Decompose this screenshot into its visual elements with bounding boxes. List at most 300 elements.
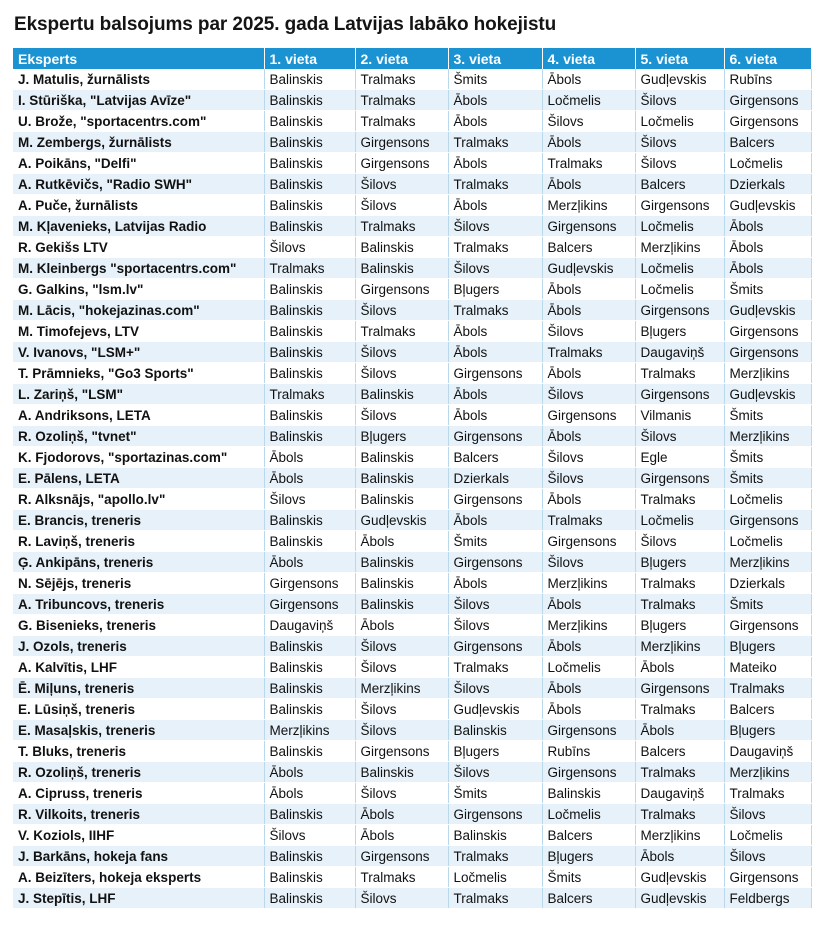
place-4-cell: Ločmelis [542, 804, 635, 825]
place-3-cell: Dzierkals [448, 468, 542, 489]
table-row [13, 342, 811, 363]
place-2-cell: Balinskis [355, 489, 448, 510]
place-2-cell: Balinskis [355, 384, 448, 405]
place-4-cell: Ābols [542, 363, 635, 384]
place-1-cell: Balinskis [264, 657, 355, 678]
place-1-cell: Balinskis [264, 279, 355, 300]
expert-name-cell: J. Matulis, žurnālists [13, 69, 264, 90]
place-2-cell: Šilovs [355, 363, 448, 384]
table-row [13, 216, 811, 237]
table-row [13, 237, 811, 258]
place-4-cell: Šilovs [542, 384, 635, 405]
place-1-cell: Balinskis [264, 405, 355, 426]
place-6-cell: Balcers [724, 132, 811, 153]
column-header-place-5: 5. vieta [635, 48, 724, 69]
place-3-cell: Tralmaks [448, 237, 542, 258]
expert-name-cell: M. Timofejevs, LTV [13, 321, 264, 342]
place-2-cell: Girgensons [355, 279, 448, 300]
place-4-cell: Ābols [542, 636, 635, 657]
place-5-cell: Girgensons [635, 468, 724, 489]
place-2-cell: Ābols [355, 531, 448, 552]
place-4-cell: Šilovs [542, 468, 635, 489]
place-3-cell: Šmits [448, 69, 542, 90]
place-1-cell: Ābols [264, 468, 355, 489]
expert-name-cell: R. Gekišs LTV [13, 237, 264, 258]
place-6-cell: Tralmaks [724, 678, 811, 699]
place-6-cell: Girgensons [724, 615, 811, 636]
place-3-cell: Ločmelis [448, 867, 542, 888]
place-6-cell: Ločmelis [724, 489, 811, 510]
place-6-cell: Gudļevskis [724, 195, 811, 216]
place-4-cell: Tralmaks [542, 342, 635, 363]
place-5-cell: Bļugers [635, 552, 724, 573]
place-5-cell: Bļugers [635, 615, 724, 636]
table-row [13, 573, 811, 594]
place-2-cell: Girgensons [355, 153, 448, 174]
place-2-cell: Balinskis [355, 573, 448, 594]
expert-name-cell: A. Rutkēvičs, "Radio SWH" [13, 174, 264, 195]
place-3-cell: Tralmaks [448, 174, 542, 195]
place-5-cell: Ābols [635, 846, 724, 867]
place-2-cell: Šilovs [355, 174, 448, 195]
table-row [13, 384, 811, 405]
place-3-cell: Šmits [448, 531, 542, 552]
expert-name-cell: N. Sējējs, treneris [13, 573, 264, 594]
expert-name-cell: A. Beizīters, hokeja eksperts [13, 867, 264, 888]
place-2-cell: Balinskis [355, 552, 448, 573]
table-row [13, 741, 811, 762]
place-3-cell: Šilovs [448, 762, 542, 783]
expert-name-cell: J. Barkāns, hokeja fans [13, 846, 264, 867]
place-2-cell: Tralmaks [355, 90, 448, 111]
place-5-cell: Balcers [635, 174, 724, 195]
expert-name-cell: A. Poikāns, "Delfi" [13, 153, 264, 174]
place-6-cell: Dzierkals [724, 573, 811, 594]
page-title: Ekspertu balsojums par 2025. gada Latvijas labāko hokejistu [14, 14, 557, 35]
place-5-cell: Ločmelis [635, 111, 724, 132]
place-1-cell: Balinskis [264, 846, 355, 867]
place-5-cell: Ločmelis [635, 258, 724, 279]
place-4-cell: Merzļikins [542, 615, 635, 636]
place-6-cell: Gudļevskis [724, 384, 811, 405]
place-5-cell: Merzļikins [635, 237, 724, 258]
table-row [13, 69, 811, 90]
place-5-cell: Girgensons [635, 195, 724, 216]
place-6-cell: Girgensons [724, 321, 811, 342]
place-4-cell: Šilovs [542, 321, 635, 342]
place-6-cell: Šmits [724, 279, 811, 300]
table-row [13, 657, 811, 678]
column-header-place-4: 4. vieta [542, 48, 635, 69]
place-1-cell: Merzļikins [264, 720, 355, 741]
place-2-cell: Šilovs [355, 783, 448, 804]
place-4-cell: Ābols [542, 174, 635, 195]
place-1-cell: Balinskis [264, 132, 355, 153]
column-header-expert: Eksperts [13, 48, 264, 69]
expert-name-cell: M. Kleinbergs "sportacentrs.com" [13, 258, 264, 279]
place-1-cell: Balinskis [264, 531, 355, 552]
place-2-cell: Tralmaks [355, 216, 448, 237]
place-6-cell: Mateiko [724, 657, 811, 678]
place-6-cell: Girgensons [724, 342, 811, 363]
table-row [13, 699, 811, 720]
place-2-cell: Šilovs [355, 720, 448, 741]
place-1-cell: Balinskis [264, 216, 355, 237]
table-row [13, 510, 811, 531]
place-5-cell: Ločmelis [635, 216, 724, 237]
place-4-cell: Rubīns [542, 741, 635, 762]
place-2-cell: Balinskis [355, 258, 448, 279]
place-1-cell: Balinskis [264, 153, 355, 174]
table-row [13, 111, 811, 132]
place-5-cell: Tralmaks [635, 594, 724, 615]
place-6-cell: Ābols [724, 237, 811, 258]
place-4-cell: Balcers [542, 888, 635, 909]
table-row [13, 132, 811, 153]
table-row [13, 279, 811, 300]
place-2-cell: Balinskis [355, 447, 448, 468]
table-row [13, 825, 811, 846]
place-1-cell: Tralmaks [264, 384, 355, 405]
place-6-cell: Daugaviņš [724, 741, 811, 762]
place-5-cell: Tralmaks [635, 762, 724, 783]
table-header [13, 48, 811, 69]
place-3-cell: Šilovs [448, 615, 542, 636]
place-6-cell: Ločmelis [724, 825, 811, 846]
place-2-cell: Šilovs [355, 405, 448, 426]
place-2-cell: Balinskis [355, 468, 448, 489]
place-6-cell: Ābols [724, 258, 811, 279]
place-4-cell: Girgensons [542, 531, 635, 552]
place-4-cell: Ābols [542, 426, 635, 447]
place-5-cell: Vilmanis [635, 405, 724, 426]
expert-name-cell: V. Ivanovs, "LSM+" [13, 342, 264, 363]
place-2-cell: Tralmaks [355, 321, 448, 342]
place-5-cell: Šilovs [635, 531, 724, 552]
place-1-cell: Balinskis [264, 90, 355, 111]
place-4-cell: Ābols [542, 132, 635, 153]
place-4-cell: Merzļikins [542, 195, 635, 216]
place-4-cell: Ābols [542, 300, 635, 321]
place-5-cell: Šilovs [635, 132, 724, 153]
expert-name-cell: A. Puče, žurnālists [13, 195, 264, 216]
table-row [13, 594, 811, 615]
place-1-cell: Balinskis [264, 195, 355, 216]
expert-name-cell: A. Tribuncovs, treneris [13, 594, 264, 615]
place-5-cell: Gudļevskis [635, 867, 724, 888]
expert-name-cell: R. Ozoliņš, "tvnet" [13, 426, 264, 447]
table-row [13, 363, 811, 384]
place-5-cell: Gudļevskis [635, 888, 724, 909]
place-5-cell: Girgensons [635, 384, 724, 405]
place-6-cell: Girgensons [724, 90, 811, 111]
expert-name-cell: R. Laviņš, treneris [13, 531, 264, 552]
place-4-cell: Bļugers [542, 846, 635, 867]
place-5-cell: Gudļevskis [635, 69, 724, 90]
table-row [13, 321, 811, 342]
place-1-cell: Balinskis [264, 300, 355, 321]
place-6-cell: Ābols [724, 216, 811, 237]
column-header-place-6: 6. vieta [724, 48, 811, 69]
place-4-cell: Ābols [542, 489, 635, 510]
place-4-cell: Balcers [542, 237, 635, 258]
table-row [13, 258, 811, 279]
table-row [13, 867, 811, 888]
place-3-cell: Balinskis [448, 825, 542, 846]
place-4-cell: Ābols [542, 279, 635, 300]
place-4-cell: Balinskis [542, 783, 635, 804]
expert-name-cell: J. Stepītis, LHF [13, 888, 264, 909]
expert-name-cell: Ē. Miļuns, treneris [13, 678, 264, 699]
place-3-cell: Ābols [448, 195, 542, 216]
place-4-cell: Tralmaks [542, 153, 635, 174]
place-6-cell: Šilovs [724, 804, 811, 825]
place-1-cell: Girgensons [264, 594, 355, 615]
place-6-cell: Girgensons [724, 867, 811, 888]
table-row [13, 90, 811, 111]
table-row [13, 552, 811, 573]
place-1-cell: Balinskis [264, 111, 355, 132]
place-1-cell: Balinskis [264, 426, 355, 447]
table-row [13, 804, 811, 825]
place-1-cell: Tralmaks [264, 258, 355, 279]
place-5-cell: Balcers [635, 741, 724, 762]
place-3-cell: Girgensons [448, 426, 542, 447]
place-6-cell: Ločmelis [724, 531, 811, 552]
place-1-cell: Balinskis [264, 804, 355, 825]
place-4-cell: Balcers [542, 825, 635, 846]
table-row [13, 720, 811, 741]
table-row [13, 615, 811, 636]
place-6-cell: Girgensons [724, 111, 811, 132]
place-3-cell: Girgensons [448, 363, 542, 384]
expert-name-cell: R. Vilkoits, treneris [13, 804, 264, 825]
expert-name-cell: M. Zembergs, žurnālists [13, 132, 264, 153]
place-5-cell: Tralmaks [635, 573, 724, 594]
place-1-cell: Balinskis [264, 342, 355, 363]
place-6-cell: Feldbergs [724, 888, 811, 909]
place-4-cell: Girgensons [542, 762, 635, 783]
place-5-cell: Daugaviņš [635, 783, 724, 804]
place-2-cell: Bļugers [355, 426, 448, 447]
place-2-cell: Gudļevskis [355, 510, 448, 531]
place-3-cell: Šilovs [448, 216, 542, 237]
place-4-cell: Šilovs [542, 447, 635, 468]
place-4-cell: Šilovs [542, 111, 635, 132]
place-3-cell: Bļugers [448, 741, 542, 762]
place-5-cell: Girgensons [635, 300, 724, 321]
place-4-cell: Ābols [542, 678, 635, 699]
expert-name-cell: V. Koziols, IIHF [13, 825, 264, 846]
place-1-cell: Girgensons [264, 573, 355, 594]
place-1-cell: Ābols [264, 762, 355, 783]
place-2-cell: Šilovs [355, 699, 448, 720]
expert-name-cell: A. Kalvītis, LHF [13, 657, 264, 678]
table-row [13, 153, 811, 174]
place-2-cell: Šilovs [355, 657, 448, 678]
place-3-cell: Tralmaks [448, 300, 542, 321]
place-5-cell: Ābols [635, 657, 724, 678]
expert-name-cell: E. Masaļskis, treneris [13, 720, 264, 741]
place-4-cell: Ābols [542, 69, 635, 90]
place-2-cell: Tralmaks [355, 69, 448, 90]
table-row [13, 678, 811, 699]
place-3-cell: Tralmaks [448, 846, 542, 867]
place-1-cell: Balinskis [264, 321, 355, 342]
place-2-cell: Šilovs [355, 888, 448, 909]
place-6-cell: Bļugers [724, 636, 811, 657]
place-3-cell: Ābols [448, 510, 542, 531]
place-1-cell: Šilovs [264, 237, 355, 258]
place-1-cell: Balinskis [264, 69, 355, 90]
place-1-cell: Balinskis [264, 699, 355, 720]
place-1-cell: Balinskis [264, 741, 355, 762]
table-row [13, 531, 811, 552]
place-1-cell: Balinskis [264, 636, 355, 657]
place-3-cell: Ābols [448, 90, 542, 111]
table-row [13, 426, 811, 447]
place-1-cell: Balinskis [264, 174, 355, 195]
place-6-cell: Šmits [724, 594, 811, 615]
table-row [13, 783, 811, 804]
place-5-cell: Tralmaks [635, 804, 724, 825]
place-1-cell: Šilovs [264, 489, 355, 510]
place-3-cell: Gudļevskis [448, 699, 542, 720]
place-5-cell: Tralmaks [635, 489, 724, 510]
expert-name-cell: E. Lūsiņš, treneris [13, 699, 264, 720]
place-5-cell: Girgensons [635, 678, 724, 699]
table-row [13, 447, 811, 468]
place-6-cell: Rubīns [724, 69, 811, 90]
column-header-place-1: 1. vieta [264, 48, 355, 69]
place-4-cell: Girgensons [542, 216, 635, 237]
place-3-cell: Šilovs [448, 258, 542, 279]
expert-name-cell: E. Brancis, treneris [13, 510, 264, 531]
place-5-cell: Šilovs [635, 153, 724, 174]
place-1-cell: Balinskis [264, 363, 355, 384]
place-1-cell: Balinskis [264, 510, 355, 531]
place-3-cell: Girgensons [448, 489, 542, 510]
header-row [13, 48, 811, 69]
place-2-cell: Ābols [355, 615, 448, 636]
place-6-cell: Tralmaks [724, 783, 811, 804]
table-row [13, 174, 811, 195]
place-3-cell: Tralmaks [448, 132, 542, 153]
expert-name-cell: U. Brože, "sportacentrs.com" [13, 111, 264, 132]
place-5-cell: Šilovs [635, 90, 724, 111]
place-4-cell: Ločmelis [542, 657, 635, 678]
place-4-cell: Ābols [542, 699, 635, 720]
place-3-cell: Ābols [448, 573, 542, 594]
place-2-cell: Šilovs [355, 636, 448, 657]
place-6-cell: Girgensons [724, 510, 811, 531]
place-2-cell: Šilovs [355, 300, 448, 321]
expert-name-cell: K. Fjodorovs, "sportazinas.com" [13, 447, 264, 468]
table-row [13, 489, 811, 510]
votes-table [13, 48, 812, 909]
place-2-cell: Girgensons [355, 741, 448, 762]
place-4-cell: Gudļevskis [542, 258, 635, 279]
place-6-cell: Bļugers [724, 720, 811, 741]
column-header-place-2: 2. vieta [355, 48, 448, 69]
table-row [13, 636, 811, 657]
place-1-cell: Šilovs [264, 825, 355, 846]
place-3-cell: Ābols [448, 405, 542, 426]
expert-name-cell: R. Alksnājs, "apollo.lv" [13, 489, 264, 510]
place-3-cell: Ābols [448, 342, 542, 363]
place-3-cell: Tralmaks [448, 657, 542, 678]
expert-name-cell: A. Andriksons, LETA [13, 405, 264, 426]
place-3-cell: Šilovs [448, 594, 542, 615]
place-6-cell: Balcers [724, 699, 811, 720]
place-1-cell: Ābols [264, 783, 355, 804]
place-6-cell: Šmits [724, 405, 811, 426]
place-6-cell: Merzļikins [724, 552, 811, 573]
place-4-cell: Ābols [542, 594, 635, 615]
place-4-cell: Girgensons [542, 720, 635, 741]
table-row [13, 405, 811, 426]
place-6-cell: Merzļikins [724, 363, 811, 384]
place-4-cell: Šilovs [542, 552, 635, 573]
place-6-cell: Ločmelis [724, 153, 811, 174]
place-2-cell: Balinskis [355, 237, 448, 258]
expert-name-cell: A. Cipruss, treneris [13, 783, 264, 804]
place-6-cell: Merzļikins [724, 426, 811, 447]
place-6-cell: Šmits [724, 447, 811, 468]
place-3-cell: Balcers [448, 447, 542, 468]
place-5-cell: Ločmelis [635, 279, 724, 300]
table-row [13, 846, 811, 867]
place-6-cell: Merzļikins [724, 762, 811, 783]
table-body [13, 69, 811, 909]
place-5-cell: Merzļikins [635, 636, 724, 657]
place-5-cell: Ābols [635, 720, 724, 741]
expert-name-cell: M. Kļavenieks, Latvijas Radio [13, 216, 264, 237]
expert-name-cell: G. Bisenieks, treneris [13, 615, 264, 636]
place-2-cell: Girgensons [355, 132, 448, 153]
table-row [13, 888, 811, 909]
expert-name-cell: J. Ozols, treneris [13, 636, 264, 657]
place-2-cell: Balinskis [355, 762, 448, 783]
place-6-cell: Šmits [724, 468, 811, 489]
expert-name-cell: T. Prāmnieks, "Go3 Sports" [13, 363, 264, 384]
place-3-cell: Girgensons [448, 552, 542, 573]
place-4-cell: Ločmelis [542, 90, 635, 111]
place-2-cell: Girgensons [355, 846, 448, 867]
place-5-cell: Tralmaks [635, 363, 724, 384]
place-3-cell: Bļugers [448, 279, 542, 300]
place-3-cell: Girgensons [448, 636, 542, 657]
place-2-cell: Šilovs [355, 342, 448, 363]
place-5-cell: Egle [635, 447, 724, 468]
place-5-cell: Tralmaks [635, 699, 724, 720]
place-3-cell: Ābols [448, 321, 542, 342]
place-5-cell: Šilovs [635, 426, 724, 447]
expert-name-cell: M. Lācis, "hokejazinas.com" [13, 300, 264, 321]
expert-name-cell: Ģ. Ankipāns, treneris [13, 552, 264, 573]
place-4-cell: Šmits [542, 867, 635, 888]
expert-name-cell: L. Zariņš, "LSM" [13, 384, 264, 405]
expert-name-cell: R. Ozoliņš, treneris [13, 762, 264, 783]
table-row [13, 300, 811, 321]
place-5-cell: Bļugers [635, 321, 724, 342]
expert-name-cell: T. Bluks, treneris [13, 741, 264, 762]
place-4-cell: Girgensons [542, 405, 635, 426]
place-3-cell: Ābols [448, 384, 542, 405]
table-row [13, 468, 811, 489]
place-2-cell: Ābols [355, 804, 448, 825]
place-3-cell: Balinskis [448, 720, 542, 741]
